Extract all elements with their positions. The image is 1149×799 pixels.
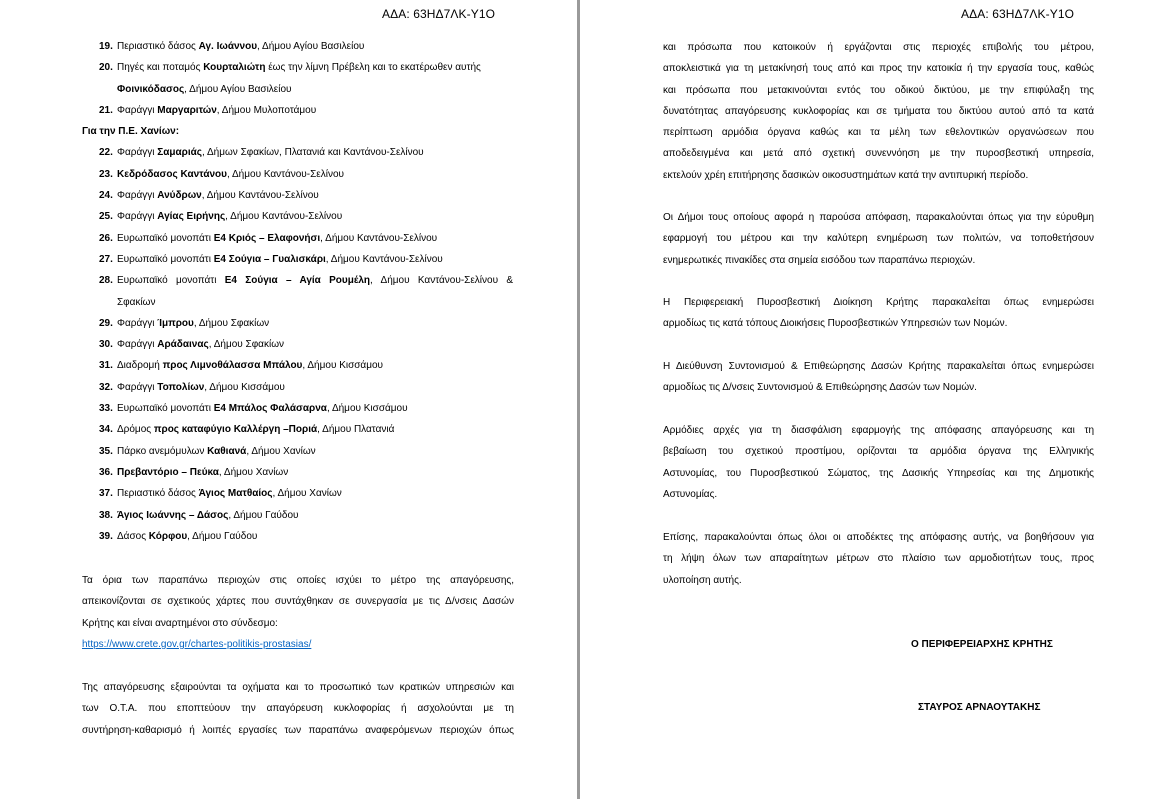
list-item-21: 21. Φαράγγι Μαργαριτών, Δήμου Μυλοποτάμου xyxy=(99,104,317,116)
list-item-29: 29. Φαράγγι Ίμπρου, Δήμου Σφακίων xyxy=(99,317,270,329)
section-heading-chania: Για την Π.Ε. Χανίων: xyxy=(82,126,180,138)
list-item-30: 30. Φαράγγι Αράδαινας, Δήμου Σφακίων xyxy=(99,339,284,351)
list-item-27: 27. Ευρωπαϊκό μονοπάτι Ε4 Σούγια – Γυαλισκάρι, Δήμου Καντάνου-Σελίνου xyxy=(99,253,443,265)
list-item-39: 39. Δάσος Κόρφου, Δήμου Γαύδου xyxy=(99,530,258,542)
paragraph-municipalities: Οι Δήμοι τους οποίους αφορά η παρούσα απόφαση, παρακαλούνται όπως για την εύρυθμη εφαρμογή του μέτρου και την καλύτερη ενημέρωση των πολιτών, να τοποθετήσουν ενημερωτικές πινακίδες στα σημεία εισόδου των παραπάνω περιοχών. xyxy=(663,212,1094,266)
list-item-23: 23. Κεδρόδασος Καντάνου, Δήμου Καντάνου-Σελίνου xyxy=(99,168,344,180)
paragraph-exemptions: Της απαγόρευσης εξαιρούνται τα οχήματα και το προσωπικό των κρατικών υπηρεσιών και των Ο.Τ.Α. που εποπτεύουν την απαγόρευση κυκλοφορίας ή ασχολούνται με τη συντήρηση-καθαρισμό ή λοιπές εργασίες των παραπάνω αναφερόμενων περιοχών όπως xyxy=(82,682,514,736)
list-item-19: 19. Περιαστικό δάσος Αγ. Ιωάννου, Δήμου Αγίου Βασιλείου xyxy=(99,41,365,52)
list-item-28-continued: Σφακίων xyxy=(117,296,156,308)
paragraph-exemptions-continued: και πρόσωπα που κατοικούν ή εργάζονται στις περιοχές επιβολής του μέτρου, αποκλειστικά για τη μετακίνησή τους από και προς την κατοικία ή την εργασία τους, καθώς και πρόσωπα που μετακινούνται εντός του οδικού δικτύου, με την επιφύλαξη της δυνατότητας απαγόρευσης κυκλοφορίας και σε τμήματα του δικτύου αυτού από τα κατά περίπτωση αρμόδια όργανα καθώς και τα μέλη των εθελοντικών οργανώσεων που αποδεδειγμένα και μετά από σχετική συνεννόηση με την πυροσβεστική υπηρεσία, εκτελούν χρέη επιτήρησης δασικών οικοσυστημάτων κατά την αντιπυρική περίοδο. xyxy=(663,42,1094,181)
area-list xyxy=(0,36,577,547)
page-right xyxy=(580,0,1149,799)
ada-code-left: ΑΔΑ: 63ΗΔ7ΛΚ-Υ1Ο xyxy=(382,7,496,21)
paragraph-forest-directorate: Η Διεύθυνση Συντονισμού & Επιθεώρησης Δασών Κρήτης παρακαλείται όπως ενημερώσει αρμοδίως τις Δ/νσεις Συντονισμού & Επιθεώρησης Δασών των Νομών. xyxy=(663,361,1094,394)
list-item-37: 37. Περιαστικό δάσος Άγιος Ματθαίος, Δήμου Χανίων xyxy=(99,488,342,500)
list-item-24: 24. Φαράγγι Ανύδρων, Δήμου Καντάνου-Σελίνου xyxy=(99,190,319,202)
list-item-35: 35. Πάρκο ανεμόμυλων Καθιανά, Δήμου Χανίων xyxy=(99,445,316,457)
list-item-31: 31. Διαδρομή προς Λιμνοθάλασσα Μπάλου, Δήμου Κισσάμου xyxy=(99,360,383,372)
list-item-34: 34. Δρόμος προς καταφύγιο Καλλέργη –Ποριά, Δήμου Πλατανιά xyxy=(99,424,395,436)
maps-link[interactable]: https://www.crete.gov.gr/chartes-politikis-prostasias/ xyxy=(82,638,312,650)
list-item-36: 36. Πρεβαντόριο – Πεύκα, Δήμου Χανίων xyxy=(99,466,289,478)
list-item-38: 38. Άγιος Ιωάννης – Δάσος, Δήμου Γαύδου xyxy=(99,509,299,521)
list-item-32: 32. Φαράγγι Τοπολίων, Δήμου Κισσάμου xyxy=(99,381,285,393)
paragraph-recipients: Επίσης, παρακαλούνται όπως όλοι οι αποδέκτες της απόφασης αυτής, να βοηθήσουν για τη λήψη όλων των απαραίτητων μέτρων στο πλαίσιο των αρμοδιοτήτων τους, προς υλοποίηση αυτής. xyxy=(663,532,1094,586)
paragraph-authorities: Αρμόδιες αρχές για τη διασφάλιση εφαρμογής της απόφασης απαγόρευσης και τη βεβαίωση του σχετικού προστίμου, ορίζονται τα αρμόδια όργανα της Ελληνικής Αστυνομίας, του Πυροσβεστικού Σώματος, της Δασικής Υπηρεσίας και της Δημοτικής Αστυνομίας. xyxy=(663,425,1094,500)
signature-title: Ο ΠΕΡΙΦΕΡΕΙΑΡΧΗΣ ΚΡΗΤΗΣ xyxy=(911,639,1053,650)
signature-name: ΣΤΑΥΡΟΣ ΑΡΝΑΟΥΤΑΚΗΣ xyxy=(918,702,1041,713)
list-item-33: 33. Ευρωπαϊκό μονοπάτι Ε4 Μπάλος Φαλάσαρνα, Δήμου Κισσάμου xyxy=(99,403,408,415)
list-item-25: 25. Φαράγγι Αγίας Ειρήνης, Δήμου Καντάνου-Σελίνου xyxy=(99,211,343,223)
ada-code-right: ΑΔΑ: 63ΗΔ7ΛΚ-Υ1Ο xyxy=(961,7,1075,21)
paragraph-map-boundaries: Τα όρια των παραπάνω περιοχών στις οποίες ισχύει το μέτρο της απαγόρευσης, απεικονίζονται σε σχετικούς χάρτες που συντάχθηκαν σε συνεργασία με τις Δ/νσεις Δασών Κρήτης και είναι αναρτημένοι στο σύνδεσμο: https://www.crete.gov.gr/chartes-politikis-prostasias/ xyxy=(82,570,514,655)
list-item-20-continued: Φοινικόδασος, Δήμου Αγίου Βασιλείου xyxy=(117,83,292,95)
list-item-28: 28. Ευρωπαϊκό μονοπάτι Ε4 Σούγια – Αγία Ρουμέλη, Δήμου Καντάνου-Σελίνου & xyxy=(99,275,513,287)
list-item-26: 26. Ευρωπαϊκό μονοπάτι Ε4 Κριός – Ελαφονήσι, Δήμου Καντάνου-Σελίνου xyxy=(99,232,438,244)
list-item-20: 20. Πηγές και ποταμός Κουρταλιώτη έως την λίμνη Πρέβελη και το εκατέρωθεν αυτής xyxy=(99,62,481,74)
paragraph-fire-command: Η Περιφερειακή Πυροσβεστική Διοίκηση Κρήτης παρακαλείται όπως ενημερώσει αρμοδίως τις κατά τόπους Διοικήσεις Πυροσβεστικών Υπηρεσιών των Νομών. xyxy=(663,297,1094,330)
list-item-22: 22. Φαράγγι Σαμαριάς, Δήμων Σφακίων, Πλατανιά και Καντάνου-Σελίνου xyxy=(99,147,424,159)
